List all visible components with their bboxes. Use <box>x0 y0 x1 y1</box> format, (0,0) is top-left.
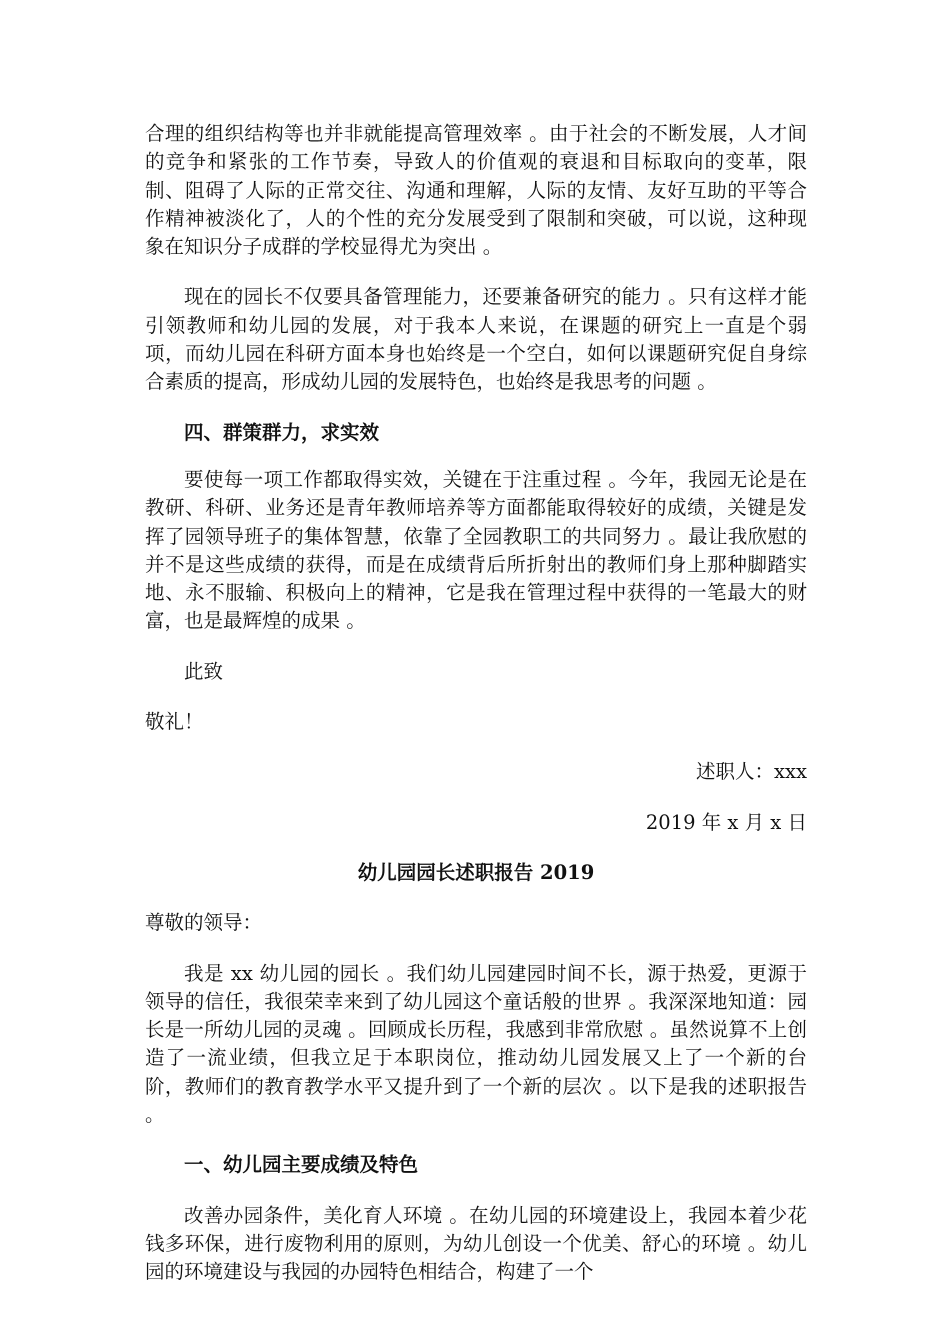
closing-jingli: 敬礼！ <box>145 710 204 734</box>
heading-section-four: 四、群策群力，求实效 <box>184 420 380 444</box>
paragraph-management-efficiency: 合理的组织结构等也并非就能提高管理效率 。由于社会的不断发展，人才间的竞争和紧张的工作节奏，导致人的价值观的衰退和目标取向的变革，限制、阻碍了人际的正常交往、沟通和理解，人际的友情、友好互助的平等合作精神被淡化了，人的个性的充分发展受到了限制和突破，可以说，这种现象在知识分子成群的学校显得尤为突出 。 <box>145 122 807 259</box>
paragraph-introduction: 我是 xx 幼儿园的园长 。我们幼儿园建园时间不长，源于热爱，更源于领导的信任，我很荣幸来到了幼儿园这个童话般的世界 。我深深地知道：园长是一所幼儿园的灵魂 。回顾成长历程，我感到非常欣慰 。虽然说算不上创造了一流业绩，但我立足于本职岗位，推动幼儿园发展又上了一个新的台阶，教师们的教育教学水平又提升到了一个新的层次 。以下是我的述职报告 。 <box>145 961 807 1127</box>
signer-line: 述职人：xxx <box>696 760 807 784</box>
closing-cizhi: 此致 <box>184 659 224 683</box>
document-page <box>145 120 807 1287</box>
paragraph-research-ability: 现在的园长不仅要具备管理能力，还要兼备研究的能力 。只有这样才能引领教师和幼儿园的发展，对于我本人来说，在课题的研究上一直是个弱项，而幼儿园在科研方面本身也始终是一个空白，如何以课题研究促自身综合素质的提高，形成幼儿园的发展特色，也始终是我思考的问题 。 <box>145 285 807 394</box>
date-line: 2019 年 x 月 x 日 <box>645 810 807 834</box>
heading-section-one: 一、幼儿园主要成绩及特色 <box>184 1153 419 1177</box>
paragraph-effectiveness: 要使每一项工作都取得实效，关键在于注重过程 。今年，我园无论是在教研、科研、业务还是青年教师培养等方面都能取得较好的成绩，关键是发挥了园领导班子的集体智慧，依靠了全园教职工的共同努力 。最让我欣慰的并不是这些成绩的获得，而是在成绩背后所折射出的教师们身上那种脚踏实地、永不服输、积极向上的精神，它是我在管理过程中获得的一笔最大的财富，也是最辉煌的成果 。 <box>145 467 807 633</box>
salutation: 尊敬的领导： <box>145 911 263 935</box>
paragraph-environment: 改善办园条件，美化育人环境 。在幼儿园的环境建设上，我园本着少花钱多环保，进行废物利用的原则，为幼儿创设一个优美、舒心的环境 。幼儿园的环境建设与我园的办园特色相结合，构建了一个 <box>145 1203 807 1284</box>
report-title: 幼儿园园长述职报告 2019 <box>357 860 595 884</box>
